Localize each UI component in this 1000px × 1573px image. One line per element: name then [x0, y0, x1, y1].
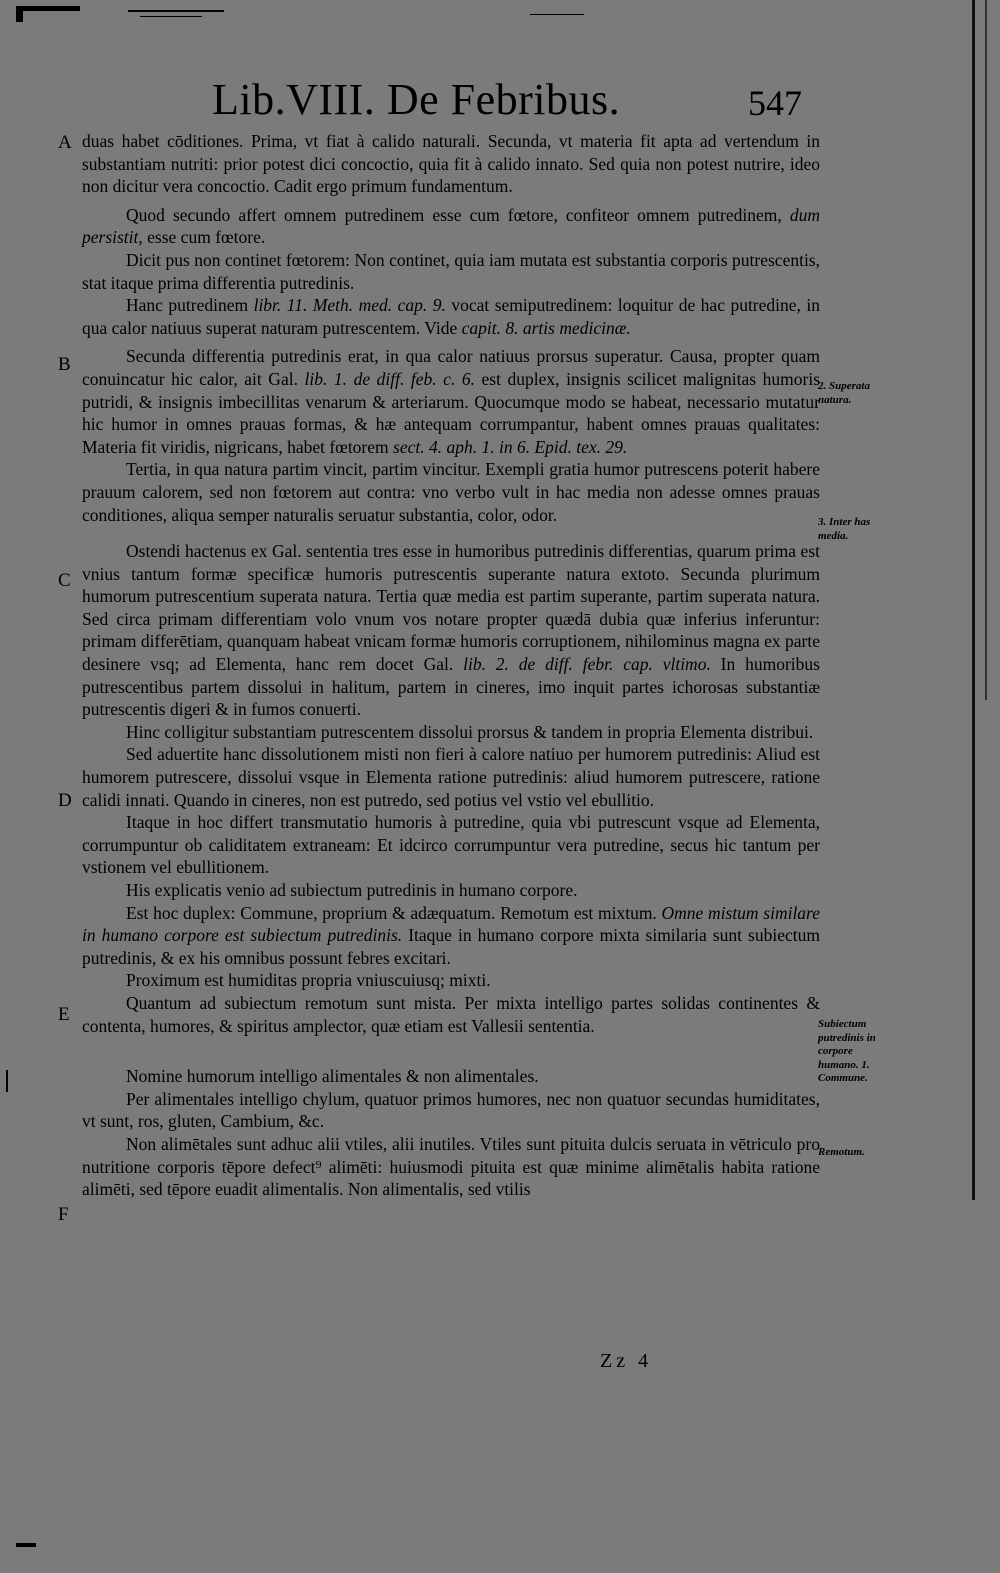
paragraph	[82, 204, 820, 249]
page-header	[212, 74, 802, 124]
paragraph	[82, 294, 820, 339]
margin-letter-d: D	[58, 790, 72, 811]
paragraph: Itaque in hoc differt transmutatio humoris à putredine, quia vbi putrescunt vsque ad Elementa, corrumpuntur ob caliditatem extraneam: Et idcirco corrumpuntur vera putredine, secus hic tantum per vstionem vel ebullitionem.	[82, 812, 820, 878]
paragraph	[82, 902, 820, 970]
italic-citation: libr. 11. Meth. med. cap. 9.	[253, 295, 446, 316]
scan-rule-top	[128, 10, 224, 12]
paragraph	[82, 345, 820, 458]
scan-rule-top-2	[140, 16, 202, 17]
margin-letter-c: C	[58, 570, 71, 591]
signature-mark: Zz 4	[600, 1350, 653, 1372]
text-run: , esse cum fœtore.	[138, 227, 266, 248]
scan-edge-right	[972, 0, 975, 1200]
side-note: 3. Inter has media.	[818, 516, 871, 542]
text-run: Itaque in humano corpore mixta similaria sunt subiectum putredinis, & ex his omnibus possunt febres excitari.	[82, 925, 820, 968]
margin-letter-a: A	[58, 132, 72, 153]
paragraph: Nomine humorum intelligo alimentales & non alimentales.	[126, 1066, 539, 1087]
text-run: est duplex, insignis scilicet malignitas humoris putridi, & insignis imbecillitas venarum & arteriarum. Quocumque modo se habeat, necessario mutatur hic humor in omnes prauas formas, & hæ antequam corrumpantur, habent omnes prauas qualitates: Materia fit viridis, nigricans, habet fœtorem	[82, 368, 820, 457]
paragraph: Quantum ad subiectum remotum sunt mista. Per mixta intelligo partes solidas continentes & contenta, humores, & spiritus amplector, quæ etiam est Vallesii sententia.	[82, 992, 820, 1036]
italic-citation: capit. 8. artis medicinæ.	[461, 317, 631, 338]
scan-mark-bottom-left	[16, 1543, 36, 1547]
text-run: vocat semiputredinem: loquitur de hac putredine, in qua calor natiuus superat naturam putrescentem. Vide	[82, 295, 820, 338]
italic-citation: Omne mistum similare in humano corpore est subiectum putredinis.	[82, 902, 820, 946]
paragraph: Hinc colligitur substantiam putrescentem dissolui prorsus & tandem in propria Elementa distribui.	[126, 721, 814, 742]
scan-mark-top-left	[16, 6, 80, 11]
paragraph: Proximum est humiditas propria vniuscuiusq; mixti.	[126, 970, 491, 991]
body-text	[82, 130, 820, 1201]
side-note: Subiectum putredinis in corpore humano. 1. Commune.	[818, 1018, 876, 1084]
scan-edge-right-2	[985, 0, 987, 700]
italic-citation: sect. 4. aph. 1. in 6. Epid. tex. 29.	[393, 436, 628, 457]
scan-edge-left	[6, 1070, 8, 1092]
scan-mark-top-left-2	[16, 6, 23, 22]
paragraph: Tertia, in qua natura partim vincit, partim vincitur. Exempli gratia humor putrescens poterit habere prauum calorem, sed non fœtorem aut contra: vno verbo vult in hac media non adesse omnes prauas conditiones, aliqua semper naturalis seruatur substantia, color, odor.	[82, 459, 820, 525]
paragraph: duas habet cōditiones. Prima, vt fiat à calido naturali. Secunda, vt materia fit apta ad vertendum in substantiam nutriti: prior potest dici concoctio, quia fit à calido innato. Sed quia non potest nutrire, ideo non dicitur vera concoctio. Cadit ergo primum fundamentum.	[82, 131, 820, 197]
scan-rule-top-right	[530, 14, 584, 15]
paragraph: His explicatis venio ad subiectum putredinis in humano corpore.	[126, 880, 578, 900]
running-title: Lib.VIII. De Febribus.	[212, 75, 621, 124]
text-run: Est hoc duplex: Commune, proprium & adæquatum. Remotum est mixtum.	[126, 902, 662, 923]
text-run: Hanc putredinem	[126, 295, 254, 316]
margin-letter-f: F	[58, 1204, 69, 1225]
text-run: Ostendi hactenus ex Gal. sententia tres esse in humoribus putredinis differentias, quarum prima est vnius tantum formæ specificæ humoris putrescentis superante natura extoto. Secunda plurimum humorum putrescentium superata natura. Tertia quæ media est partim superante, partim superata natura. Sed circa primam differentiam volo vnum vos notare propter quædā dubia quæ inferius inferuntur: primam differētiam, quanquam habeat vnicam formæ humoris corruptionem, nihilominus magna ex parte desinere vsq; ad Elementa, hanc rem docet Gal.	[82, 541, 820, 675]
paragraph: Sed aduertite hanc dissolutionem misti non fieri à calore natiuo per humorem putredinis: Aliud est humorem putrescere, dissolui vsque in Elementa ratione putredinis: aliud humorem putrescere, ratione calidi innati. Quando in cineres, non est putredo, sed potius vel vstio vel ebullitio.	[82, 744, 820, 810]
text-run: Secunda differentia putredinis erat, in qua calor natiuus prorsus superatur. Causa, propter quam conuincatur hic calor, ait Gal.	[82, 346, 820, 389]
side-note: Remotum.	[818, 1146, 865, 1158]
paragraph: Non alimētales sunt adhuc alii vtiles, alii inutiles. Vtiles sunt pituita dulcis seruata in vētriculo pro nutritione corporis tēpore defect⁹ alimēti: huiusmodi pituita est quæ minime alimētalis habita ratione alimēti, sed tēpore euadit alimentalis. Non alimentalis, sed vtilis	[82, 1133, 820, 1200]
side-note: 2. Superata natura.	[818, 380, 870, 406]
margin-letter-b: B	[58, 354, 71, 375]
paragraph: Per alimentales intelligo chylum, quatuor primos humores, nec non quatuor secundas humiditates, vt sunt, ros, gluten, Cambium, &c.	[82, 1088, 820, 1132]
text-run: In humoribus putrescentibus partem dissolui in halitum, partem in cineres, imo inquit partes ichorosas substantiæ putrescentis digeri & in fumos conuerti.	[82, 654, 820, 720]
italic-citation: dum persistit	[82, 204, 820, 248]
page-number: 547	[748, 83, 802, 123]
italic-citation: lib. 2. de diff. febr. cap. vltimo.	[463, 654, 711, 675]
margin-letter-e: E	[58, 1004, 70, 1025]
paragraph	[82, 540, 820, 721]
paragraph: Dicit pus non continet fœtorem: Non continet, quia iam mutata est substantia corporis putrescentis, stat itaque prima differentia putredinis.	[82, 249, 820, 293]
text-run: Quod secundo affert omnem putredinem esse cum fœtore, confiteor omnem putredinem,	[126, 204, 790, 225]
italic-citation: lib. 1. de diff. feb. c. 6.	[304, 368, 475, 389]
